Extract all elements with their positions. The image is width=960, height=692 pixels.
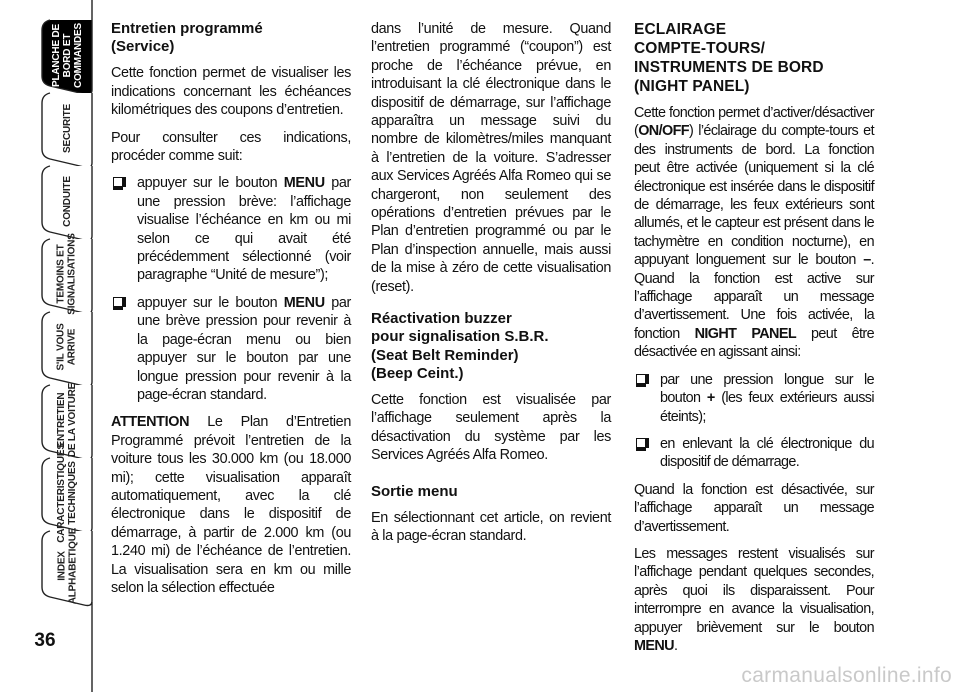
sidebar-tab-label: ENTRETIEN DE LA VOITURE [56, 382, 79, 458]
list-item: en enlevant la clé électronique du dispositif de démarrage. [634, 435, 874, 472]
keyword-menu: MENU [283, 175, 325, 192]
keyword-attention: ATTENTION [111, 414, 190, 431]
sidebar-tab-label: SECURITE [61, 103, 73, 153]
list-item: appuyer sur le bouton MENU par une brève pression pour revenir à la page-écran menu ou bien appuyer sur le bouton par une longue pression pour revenir à la page-écran standard. [111, 294, 351, 404]
watermark: carmanualsonline.info [741, 664, 952, 687]
heading-sortie-menu: Sortie menu [371, 482, 458, 500]
keyword-menu: MENU [634, 637, 674, 654]
paragraph: dans l’unité de mesure. Quand l’entretien programmé (“coupon”) est proche de l’échéance prévue, en introduisant la clé électronique dans le dispositif de démarrage, sur l’affichage apparaîtra un message suivi du nombre de kilomètres/miles manquant à l’entretien de la voiture. S’adresser aux Services Agréés Alfa Romeo qui se chargeront, non seulement des opérations d’entretien prévues par le Plan d’entretien programmé ou par le Plan d’inspection annuelle, mais aussi de la mise à zéro de cette visualisation (reset). [371, 21, 611, 295]
heading-eclairage: ECLAIRAGE COMPTE-TOURS/ INSTRUMENTS DE BORD (NIGHT PANEL) [634, 21, 824, 95]
column-right [634, 20, 874, 664]
heading-reactivation-buzzer: Réactivation buzzer pour signalisation S.B.R. (Seat Belt Reminder) (Beep Ceint.) [371, 310, 549, 382]
sidebar-tab-3[interactable] [42, 233, 92, 315]
page-number: 36 [34, 630, 56, 651]
column-left [111, 20, 351, 606]
list-item: appuyer sur le bouton MENU par une pression brève: l’affichage visualise l’échéance en km ou mi selon ce qui avait été précédemment sélectionné (voir paragraphe “Unité de mesure”); [111, 174, 351, 284]
paragraph: Cette fonction est visualisée par l’affichage seulement après la désactivation du système par les Services Agréés Alfa Romeo. [371, 391, 611, 464]
heading-entretien-programme: Entretien programmé (Service) [111, 20, 263, 56]
checkbox-bullet-icon [113, 297, 123, 307]
keyword-minus: – [863, 252, 871, 269]
section-sidebar [0, 0, 96, 692]
sidebar-tab-4[interactable] [42, 314, 92, 380]
sidebar-tab-label: INDEX ALPHABETIQUE [56, 527, 78, 605]
sidebar-tab-label: S'IL VOUS ARRIVE [55, 323, 78, 371]
sidebar-tab-7[interactable] [42, 527, 92, 605]
keyword-plus: + [706, 390, 715, 407]
sidebar-tab-6[interactable] [42, 443, 92, 543]
sidebar-tab-label: TEMOINS ET SIGNALISATIONS [56, 233, 78, 315]
keyword-on-off: ON/OFF [638, 123, 689, 140]
keyword-night-panel: NIGHT PANEL [694, 325, 797, 342]
sidebar-tab-0[interactable] [42, 22, 92, 88]
sidebar-tab-label: PLANCHE DE BORD ET COMMANDES [50, 22, 84, 88]
paragraph: Quand la fonction est désactivée, sur l’affichage apparaît un message d’avertissement. [634, 481, 874, 535]
paragraph: En sélectionnant cet article, on revient à la page-écran standard. [371, 509, 611, 545]
list-item: par une pression longue sur le bouton + (les feux extérieurs aussi éteints); [634, 371, 874, 426]
checkbox-bullet-icon [636, 374, 646, 384]
checkbox-bullet-icon [113, 177, 123, 187]
sidebar-tab-2[interactable] [42, 168, 92, 234]
paragraph: Les messages restent visualisés sur l’affichage pendant quelques secondes, après quoi ils disparaissent. Pour interrompre en avance la visualisation, appuyer brièvement sur le bouton MENU. [634, 545, 874, 654]
paragraph: Cette fonction permet de visualiser les indications concernant les échéances kilométriques des coupons d’entretien. [111, 65, 351, 119]
attention-paragraph: ATTENTION Le Plan d’Entretien Programmé prévoit l’entretien de la voiture tous les 30.000 km (ou 18.000 mi); cette visualisation apparaît automatiquement, avec la clé électronique dans le dispositif de démarrage, à partir de 2.000 km (ou 1.240 mi) de l’échéance de l’entretien. La visualisation sera en km ou mille selon la sélection effectuée [111, 414, 351, 596]
sidebar-tab-label: CARACTERISTIQUES TECHNIQUES [56, 443, 78, 543]
keyword-menu: MENU [283, 294, 325, 311]
paragraph: Cette fonction permet d’activer/désactiver (ON/OFF) l’éclairage du compte-tours et des instruments de bord. La fonction peut être activée (uniquement si la clé électronique est insérée dans le dispositif de démarrage, les feux extérieurs sont allumés, et le capteur est présent dans le tachymètre en condition nocturne), en appuyant longuement sur le bouton –. Quand la fonction est active sur l’affichage apparaît un message d’avertissement. Une fois activée, la fonction NIGHT PANEL peut être désactivée en agissant ainsi: [634, 105, 874, 361]
sidebar-tab-1[interactable] [42, 95, 92, 161]
column-middle [371, 20, 611, 555]
checkbox-bullet-icon [636, 438, 646, 448]
sidebar-tab-label: CONDUITE [61, 175, 73, 227]
paragraph: Pour consulter ces indications, procéder comme suit: [111, 129, 351, 165]
